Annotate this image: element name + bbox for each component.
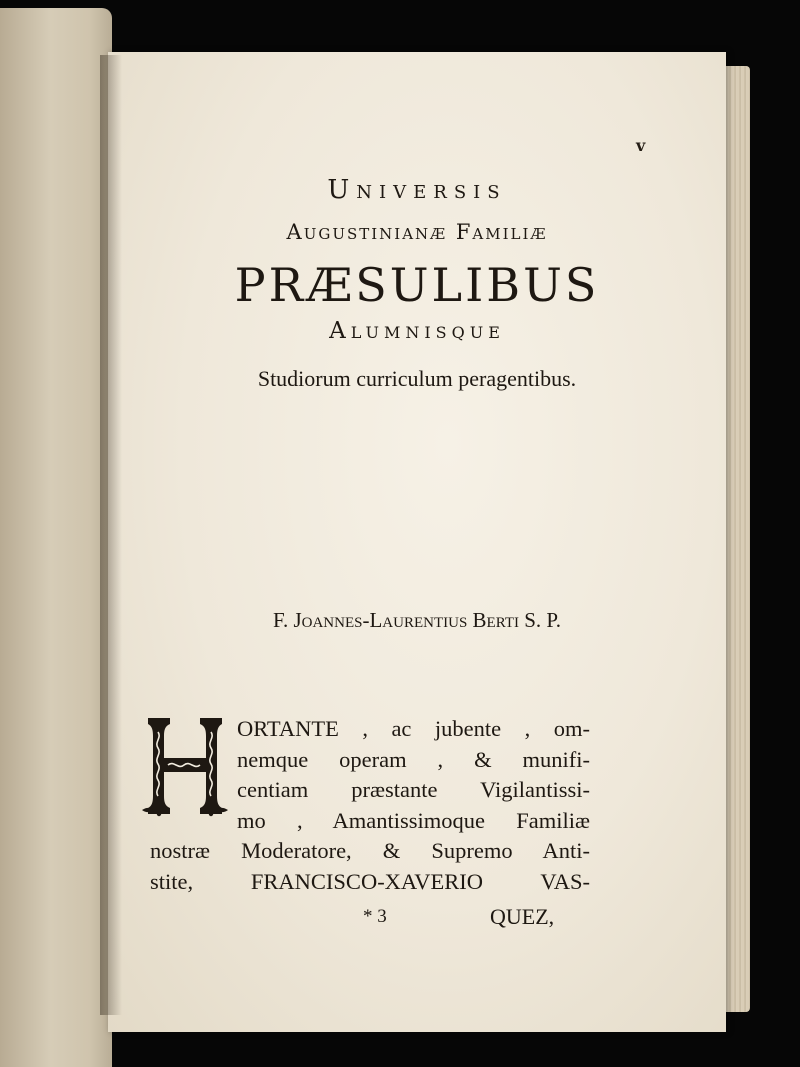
right-page <box>108 52 726 1032</box>
gathering-signature: * 3 <box>363 906 387 927</box>
author-first-name: Joannes-Laurentius <box>293 608 468 632</box>
author-line <box>108 608 726 633</box>
paragraph-line: nemque operam , & munifi- <box>237 746 590 772</box>
dedication-line-1: Universis <box>327 175 507 205</box>
book-gutter-shadow <box>100 55 122 1015</box>
dedication-line-5: Studiorum curriculum peragentibus. <box>257 366 577 391</box>
catchword: QUEZ, <box>490 904 555 929</box>
dedication-title: PRÆSULIBUS <box>234 258 600 312</box>
paragraph-line: nostræ Moderatore, & Supremo Anti- <box>150 838 590 863</box>
page-footer <box>108 904 726 938</box>
dedication-line-2: Augustinianæ Familiæ <box>286 220 548 244</box>
paragraph-line: ORTANTE , ac jubente , om- <box>237 716 590 741</box>
author-prefix: F. <box>272 608 294 632</box>
left-page <box>0 8 112 1067</box>
paragraph-line: centiam præstante Vigilantissi- <box>237 777 590 802</box>
paragraph-line: stite, FRANCISCO-XAVERIO VAS- <box>150 868 590 894</box>
dedication-line-4: Alumnisque <box>329 318 505 344</box>
author-suffix: S. P. <box>518 608 562 632</box>
author-last-name: Berti <box>472 608 519 632</box>
body-paragraph <box>150 714 590 897</box>
paragraph-line: mo , Amantissimoque Familiæ <box>237 807 590 833</box>
signature-mark: v <box>636 136 646 155</box>
